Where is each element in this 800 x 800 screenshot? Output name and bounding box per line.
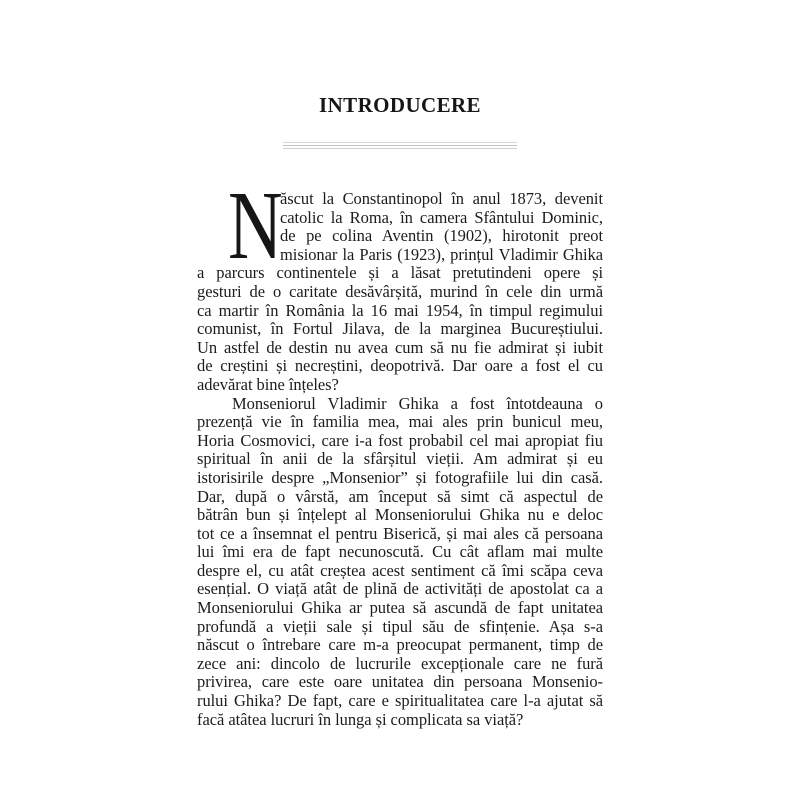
- text-line: catolic la Roma, în camera Sfântului Dominic,: [280, 207, 603, 227]
- chapter-title: INTRODUCERE: [319, 93, 481, 117]
- text-line: Monseniorului Ghika ar putea să ascundă de fapt unitatea: [197, 598, 603, 618]
- text-line: ca martir în România la 16 mai 1954, în timpul regimului: [197, 300, 603, 320]
- paragraph-lines: [197, 395, 603, 730]
- text-line: facă atâtea lucruri în lunga și complicata sa viață?: [197, 709, 524, 729]
- paragraph-2: [197, 395, 603, 730]
- text-line: bătrân bun și înțelept al Monseniorului Ghika nu e deloc: [197, 505, 603, 525]
- text-line: de creștini și necreștini, deopotrivă. Dar oare a fost el cu: [197, 356, 603, 376]
- text-line: privirea, care este oare unitatea din persoana Monsenio-: [197, 672, 603, 692]
- text-line: Horia Cosmovici, care i-a fost probabil cel mai apropiat fiu: [197, 430, 603, 450]
- text-line: de pe colina Aventin (1902), hirotonit preot: [280, 226, 603, 246]
- text-line: Dar, după o vârstă, am început să simt că aspectul de: [197, 486, 603, 506]
- body-text: [197, 172, 603, 729]
- text-line: prezență vie în familia mea, mai ales prin bunicul meu,: [197, 412, 603, 432]
- text-line: istorisirile despre „Monsenior” și fotografiile lui din casă.: [197, 467, 603, 487]
- rule-line: [283, 145, 517, 146]
- text-line: ăscut la Constantinopol în anul 1873, devenit: [280, 189, 603, 208]
- text-line: Un astfel de destin nu avea cum să nu fie admirat și iubit: [197, 337, 603, 357]
- text-line: tot ce a însemnat el pentru Biserică, și mai ales că persoana: [197, 523, 603, 543]
- text-line: comunist, în Fortul Jilava, de la marginea Bucureștiului.: [197, 319, 603, 339]
- text-line: zece ani: dincolo de lucrurile excepționale care ne fură: [197, 653, 603, 673]
- text-line: Monseniorul Vladimir Ghika a fost întotdeauna o: [232, 393, 603, 413]
- decorative-rule: [283, 142, 517, 149]
- paragraph-1: [197, 172, 603, 395]
- text-line: rului Ghika? De fapt, care e spiritualitatea care l-a ajutat să: [197, 691, 603, 711]
- rule-line: [283, 142, 517, 143]
- text-line: misionar la Paris (1923), prințul Vladimir Ghika: [280, 244, 603, 264]
- text-line: născut o întrebare care m-a preocupat permanent, timp de: [197, 635, 603, 655]
- text-line: esențial. O viață atât de plină de activități de apostolat ca a: [197, 579, 603, 599]
- text-line: profundă a vieții sale și tipul său de sfințenie. Așa s-a: [197, 616, 603, 636]
- drop-cap: N: [228, 172, 283, 279]
- text-line: spiritual în anii de la sfârșitul vieții. Am admirat și eu: [197, 449, 603, 469]
- text-line: a parcurs continentele și a lăsat pretutindeni opere și: [197, 263, 603, 283]
- text-line: gesturi de o caritate desăvârșită, murind în cele din urmă: [197, 281, 603, 301]
- rule-line: [283, 148, 517, 149]
- text-line: lui îmi era de fapt necunoscută. Cu cât aflam mai multe: [197, 542, 603, 562]
- text-line: despre el, cu atât creștea acest sentiment că îmi scăpa ceva: [197, 560, 603, 580]
- text-line: adevărat bine înțeles?: [197, 374, 339, 394]
